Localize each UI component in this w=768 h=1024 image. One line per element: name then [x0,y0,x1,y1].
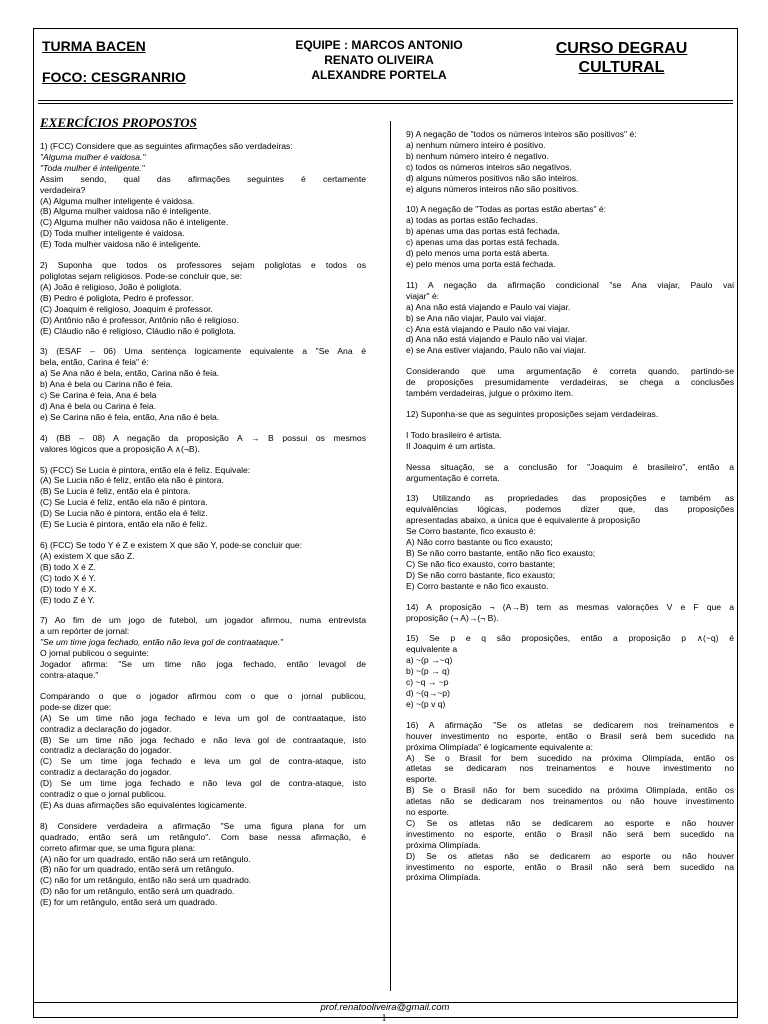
team-line: RENATO OLIVEIRA [324,53,434,67]
text-line: de proposições presumidamente verdadeiras, se chega a conclusões [406,377,734,388]
text-line: 7) Ao fim de um jogo de futebol, um jogador afirmou, numa entrevista [40,615,366,626]
text-line: (E) Se Lucia é pintora, então ela não é feliz. [40,519,208,530]
text-line: (D) Se um time joga fechado e não leva gol de contra-ataque, isto [40,778,366,789]
text-line: d) alguns números positivos não são inteiros. [406,172,579,183]
question-block [40,540,366,605]
column-divider [390,121,391,991]
text-line: 15) Se p e q são proposições, então a proposição p ∧(~q) é [406,633,734,644]
text-line: também verdadeiras, julgue o próximo item. [406,388,574,399]
text-line: 4) (BB – 08) A negação da proposição A → B possui os mesmos [40,432,366,443]
text-line: 5) (FCC) Se Lucia é pintora, então ela é feliz. Equivale: [40,464,251,475]
text-line: (B) Pedro é poliglota, Pedro é professor. [40,292,194,303]
question-block [406,366,734,399]
text-line: II Joaquim é um artista. [406,440,496,451]
course-line: CURSO DEGRAU [555,40,688,57]
text-line: D) Se não corro bastante, fico exausto; [406,569,556,580]
text-line: esporte. [406,774,438,785]
text-line: C) Se não fico exausto, corro bastante; [406,558,556,569]
text-line: (C) Joaquim é religioso, Joaquim é professor. [40,303,213,314]
text-line: "Se um time joga fechado, então não leva gol de contraataque." [40,637,284,648]
text-line: contradiz o que o jornal publicou. [40,789,167,800]
header [34,29,737,99]
text-line: (A) existem X que são Z. [40,550,135,561]
question-block [406,493,734,591]
text-line: (D) Antônio não é professor, Antônio não é religioso. [40,314,239,325]
question-block [40,465,366,530]
text-line: Comparando o que o jogador afirmou com o que o jornal publicou, [40,690,366,701]
text-line: (B) Se Lucia é feliz, então ela é pintora. [40,486,191,497]
text-line: C) Se os atletas não se dedicarem ao esporte e não houver [406,817,734,828]
text-line: apresentadas abaixo, a única que é equivalente à proposição [406,515,641,526]
text-line: B) Se não corro bastante, então não fico exausto; [406,548,596,558]
text-line: a) Se Ana não é bela, então, Carina não é feia. [40,368,220,379]
header-divider [38,100,733,101]
text-line: 14) A proposição ¬ (A→B) tem as mesmas valorações V e F que a [406,601,734,612]
text-line: b) Ana é bela ou Carina não é feia. [40,379,173,390]
text-line: (C) Se Lucia é feliz, então ela não é pintora. [40,497,208,508]
text-line: Se Corro bastante, fico exausto é: [406,526,536,537]
text-line: valores lógicos que a proposição A ∧(¬B). [40,443,200,454]
text-line: (D) todo Y é X. [40,583,97,594]
text-line: (A) não for um quadrado, então não será um retângulo. [40,853,251,864]
text-line: (D) Se Lucia não é pintora, então ela é feliz. [40,508,208,519]
team-line: ALEXANDRE PORTELA [311,68,447,82]
text-line: contradiz a declaração do jogador. [40,745,172,756]
text-line: D) Se os atletas não se dedicarem ao esporte ou não houver [406,850,734,861]
text-line: d) Ana é bela ou Carina é feia. [40,400,157,411]
text-line: 8) Considere verdadeira a afirmação "Se uma figura plana for um [40,820,366,831]
text-line: equivalente a [406,644,458,655]
text-line: (B) todo X é Z. [40,561,96,572]
text-line: próxima Olimpíada. [406,872,481,883]
text-line: b) nenhum número inteiro é negativo. [406,150,549,161]
text-line: 16) A afirmação "Se os atletas se dedicarem nos treinamentos e [406,719,734,730]
question-block [406,409,734,420]
text-line: c) Se Carina é feia, Ana é bela [40,390,157,401]
text-line: contra-ataque." [40,669,99,680]
question-block [40,346,366,422]
text-line: Nessa situação, se a conclusão for "Joaquim é brasileiro", então a [406,461,734,472]
text-line: (C) Alguma mulher não vaidosa não é inteligente. [40,217,229,228]
text-line: d) Ana não está viajando e Paulo não vai viajar. [406,334,588,345]
text-line: proposição (¬ A)→(¬ B). [406,612,499,623]
text-line: 3) (ESAF – 06) Uma sentença logicamente equivalente a "Se Ana é [40,346,366,357]
text-line: no esporte. [406,807,449,818]
text-line: (E) todo Z é Y. [40,594,95,605]
text-line: pode-se dizer que: [40,701,112,712]
text-line: e) ~(p v q) [406,698,446,709]
text-line: a) nenhum número inteiro é positivo. [406,139,546,150]
question-block [40,615,366,680]
text-line: bela, então, Carina é feia" é: [40,357,149,368]
text-line: B) Se o Brasil não for bem sucedido na próxima Olimpíada, então os [406,785,734,796]
text-line: Assim sendo, qual das afirmações seguintes é certamente [40,173,366,184]
question-block [406,462,734,484]
question-block [406,430,734,452]
text-line: a um repórter de jornal: [40,626,130,637]
text-line: A) Não corro bastante ou fico exausto; [406,537,553,548]
text-line: houver investimento no esporte, então o Brasil será bem sucedido na [406,730,734,741]
text-line: 11) A negação da afirmação condicional "se Ana viajar, Paulo vai [406,279,734,290]
text-line: contradiz a declaração do jogador. [40,723,172,734]
text-line: próxima Olimpíada. [406,839,481,850]
text-line: (D) Toda mulher inteligente é vaidosa. [40,228,185,239]
text-line: a) Ana não está viajando e Paulo vai viajar. [406,301,571,312]
team-line: EQUIPE : MARCOS ANTONIO [295,38,463,52]
text-line: a) ~(p →~q) [406,655,453,666]
text-line: correto afirmar que, se uma figura plana: [40,842,196,853]
text-line: atletas não se dedicaram nos treinamentos ou não houve investimento [406,796,734,807]
text-line: b) apenas uma das portas está fechada. [406,226,560,237]
text-line: quadrado, então será um retângulo". Com base nessa afirmação, é [40,831,366,842]
text-line: Considerando que uma argumentação é correta quando, partindo-se [406,366,734,377]
team-names [264,38,494,83]
page-number: 1 [381,1013,387,1024]
text-line: e) se Ana estiver viajando, Paulo não vai viajar. [406,345,587,356]
text-line: investimento no esporte, então o Brasil não será bem sucedido na [406,828,734,839]
text-line: 12) Suponha-se que as seguintes proposições sejam verdadeiras. [406,408,659,419]
question-block [40,691,366,811]
text-line: c) Ana está viajando e Paulo não vai viajar. [406,323,570,334]
text-line: (C) não for um retângulo, então não será um quadrado. [40,875,252,886]
text-line: Jogador afirma: "Se um time não joga fechado, então levagol de [40,659,366,670]
left-column [40,115,366,918]
text-line: c) apenas uma das portas está fechada. [406,237,560,248]
right-column [406,129,734,893]
course-name [539,39,704,77]
text-line: (A) Se Lucia não é feliz, então ela não é pintora. [40,475,224,486]
text-line: (E) As duas afirmações são equivalentes logicamente. [40,799,247,810]
question-block [40,433,366,455]
text-line: 10) A negação de "Todas as portas estão abertas" é: [406,204,607,215]
text-line: 2) Suponha que todos os professores sejam poliglotas e todos os [40,260,366,271]
text-line: b) se Ana não viajar, Paulo vai viajar. [406,312,547,323]
question-block [406,129,734,194]
question-block [406,720,734,884]
text-line: (A) João é religioso, João é poliglota. [40,281,182,292]
question-block [406,633,734,709]
text-line: argumentação é correta. [406,472,500,483]
text-line: A) Se o Brasil for bem sucedido na próxima Olimpíada, então os [406,752,734,763]
text-line: verdadeira? [40,184,86,195]
text-line: contradiz a declaração do jogador. [40,767,172,778]
text-line: (C) Se um time joga fechado e leva um gol de contra-ataque, isto [40,756,366,767]
author-email: prof.renatooliveira@gmail.com [320,1002,450,1013]
question-block [406,204,734,269]
text-line: viajar" é: [406,290,440,301]
text-line: (E) Cláudio não é religioso, Cláudio não é poliglota. [40,325,236,336]
text-line: (B) não for um quadrado, então será um retângulo. [40,864,234,875]
text-line: (B) Se um time não joga fechado e não leva gol de contraataque, isto [40,734,366,745]
header-divider [38,103,733,104]
text-line: d) ~(q→~p) [406,687,450,698]
text-line: 1) (FCC) Considere que as seguintes afirmações são verdadeiras: [40,141,293,151]
page-frame [33,28,738,1018]
text-line: c) ~q → ~p [406,677,449,688]
course-line: CULTURAL [578,59,665,76]
text-line: e) alguns números inteiros não são positivos. [406,183,579,194]
text-line: (E) Toda mulher vaidosa não é inteligente. [40,239,201,250]
text-line: "Toda mulher é inteligente." [40,162,145,173]
text-line: "Alguma mulher é vaidosa." [40,151,146,162]
text-line: 6) (FCC) Se todo Y é Z e existem X que são Y, pode-se concluir que: [40,540,303,550]
question-block [40,821,366,908]
text-line: 13) Utilizando as propriedades das proposições e também as [406,493,734,504]
text-line: investimento no esporte, então o Brasil não será bem sucedido na [406,861,734,872]
text-line: 9) A negação de "todos os números inteiros são positivos" é: [406,129,637,139]
text-line: (A) Alguma mulher inteligente é vaidosa. [40,195,195,206]
text-line: O jornal publicou o seguinte: [40,648,149,659]
text-line: E) Corro bastante e não fico exausto. [406,580,549,591]
text-line: (A) Se um time não joga fechado e leva um gol de contraataque, isto [40,712,366,723]
text-line: equivalências lógicas, podemos dizer que, das proposições [406,504,734,515]
text-line: poliglotas sejam religiosos. Pode-se concluir que, se: [40,270,243,281]
text-line: c) todos os números inteiros são negativos. [406,161,572,172]
question-block [406,602,734,624]
text-line: b) ~(p → q) [406,666,450,677]
text-line: (C) todo X é Y. [40,572,96,583]
question-block [40,141,366,250]
text-line: d) pelo menos uma porta está aberta. [406,248,550,259]
focus-title: FOCO: CESGRANRIO [42,69,186,85]
text-line: (B) Alguma mulher vaidosa não é inteligente. [40,206,212,217]
question-block [406,280,734,356]
question-block [40,260,366,336]
text-line: (D) não for um retângulo, então será um quadrado. [40,886,235,897]
text-line: e) pelo menos uma porta está fechada. [406,258,556,269]
class-title: TURMA BACEN [42,38,146,54]
text-line: a) todas as portas estão fechadas. [406,215,538,226]
text-line: (E) for um retângulo, então será um quadrado. [40,897,218,908]
section-title: EXERCÍCIOS PROPOSTOS [40,115,197,130]
text-line: e) Se Carina não é feia, então, Ana não é bela. [40,411,220,422]
text-line: atletas se dedicaram nos treinamentos e houve investimento no [406,763,734,774]
text-line: próxima Olimpíada" é logicamente equivalente a: [406,741,593,752]
text-line: I Todo brasileiro é artista. [406,429,502,440]
